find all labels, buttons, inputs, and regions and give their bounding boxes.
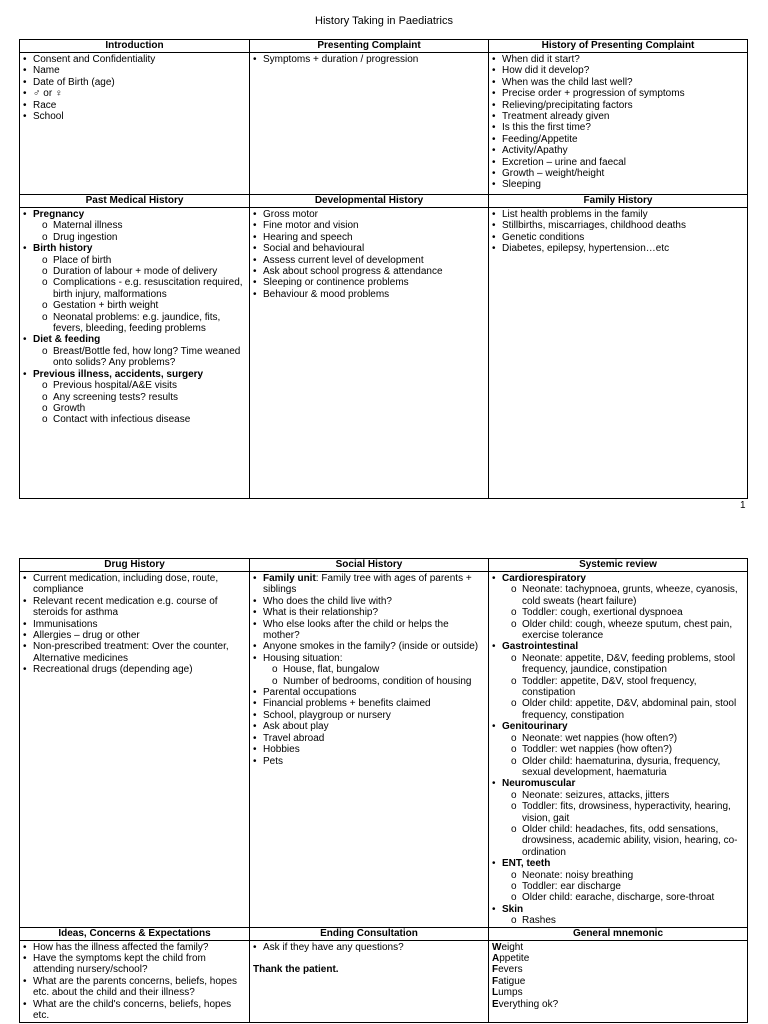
list-item: • How did it develop? <box>492 65 744 76</box>
drug-history-heading: Drug History <box>20 559 250 572</box>
mnemonic-word-rest: atigue <box>498 975 526 987</box>
mnemonic-word-rest: umps <box>498 987 523 999</box>
sub-list-item: o Toddler: fits, drowsiness, hyperactivity, hearing, vision, gait <box>502 801 744 824</box>
list-item: o House, flat, bungalow <box>263 664 485 675</box>
group-heading: Gastrointestinal <box>502 641 579 653</box>
list-item: • Excretion – urine and faecal <box>492 157 744 168</box>
group-heading: Skin <box>502 903 524 915</box>
ending-consultation-heading: Ending Consultation <box>250 927 489 940</box>
list-item: • Feeding/Appetite <box>492 134 744 145</box>
list-item: o Number of bedrooms, condition of housing <box>263 676 485 687</box>
sub-list-item: o Older child: appetite, D&V, abdominal pain, stool frequency, constipation <box>502 698 744 721</box>
list-item: • Activity/Apathy <box>492 145 744 156</box>
list-item: • Diabetes, epilepsy, hypertension…etc <box>492 243 744 254</box>
systemic-review-heading: Systemic review <box>489 559 748 572</box>
group-item <box>23 334 246 368</box>
list-item: • Allergies – drug or other <box>23 630 246 641</box>
list-item: • Hobbies <box>253 744 485 755</box>
list-item: • Relevant recent medication e.g. course of steroids for asthma <box>23 596 246 619</box>
list-item: • Fine motor and vision <box>253 220 485 231</box>
sub-list-item: o Any screening tests? results <box>33 392 246 403</box>
mnemonic-line <box>492 976 744 987</box>
list-item: • Ask about play <box>253 721 485 732</box>
mnemonic-letter: A <box>492 953 500 964</box>
group-item <box>492 721 744 778</box>
history-table-page-2 <box>19 558 748 1023</box>
family-unit-label: Family unit <box>263 573 316 584</box>
list-item: • School, playgroup or nursery <box>253 710 485 721</box>
list-item: • Genetic conditions <box>492 232 744 243</box>
list-item: • Who else looks after the child or helps the mother? <box>253 619 485 642</box>
introduction-cell <box>20 53 250 195</box>
list-item: • Ask if they have any questions? <box>253 942 485 953</box>
family-unit-text: : Family tree with ages of parents + siblings <box>263 573 472 596</box>
group-heading: Neuromuscular <box>502 778 576 790</box>
group-heading: ENT, teeth <box>502 858 551 870</box>
list-item: • When was the child last well? <box>492 77 744 88</box>
list-item: • Race <box>23 100 246 111</box>
hpc-cell <box>489 53 748 195</box>
group-item <box>492 573 744 641</box>
list-item: • Social and behavioural <box>253 243 485 254</box>
mnemonic-line <box>492 999 744 1010</box>
sub-list-item: o Older child: headaches, fits, odd sensations, drowsiness, academic ability, vision, hearing, co-ordination <box>502 824 744 858</box>
group-item <box>492 641 744 721</box>
mnemonic-word-rest: evers <box>498 964 523 976</box>
list-item: • Anyone smokes in the family? (inside or outside) <box>253 641 485 652</box>
housing-label: Housing situation: <box>263 652 343 664</box>
list-item: • Is this the first time? <box>492 122 744 133</box>
list-item: • Recreational drugs (depending age) <box>23 664 246 675</box>
list-item: • Treatment already given <box>492 111 744 122</box>
mnemonic-line <box>492 987 744 998</box>
list-item: • Have the symptoms kept the child from attending nursery/school? <box>23 953 246 976</box>
sub-list-item: o Maternal illness <box>33 220 246 231</box>
sub-list <box>33 255 246 335</box>
ending-consultation-cell <box>250 940 489 1022</box>
group-item <box>23 243 246 334</box>
list-item: • Immunisations <box>23 619 246 630</box>
past-medical-history-heading: Past Medical History <box>20 195 250 208</box>
sub-list <box>33 346 246 369</box>
list-item: • List health problems in the family <box>492 209 744 220</box>
social-history-cell <box>250 572 489 928</box>
mnemonic-letter: F <box>492 964 499 976</box>
group-heading: Previous illness, accidents, surgery <box>33 368 204 380</box>
page-title: History Taking in Paediatrics <box>315 15 453 27</box>
introduction-heading: Introduction <box>20 40 250 53</box>
list-item: • Sleeping or continence problems <box>253 277 485 288</box>
list-item: • School <box>23 111 246 122</box>
list-item: • Who does the child live with? <box>253 596 485 607</box>
list-item: • Stillbirths, miscarriages, childhood deaths <box>492 220 744 231</box>
mnemonic-letter: L <box>492 987 499 999</box>
list-item: • Financial problems + benefits claimed <box>253 698 485 709</box>
mnemonic-word-rest: ppetite <box>499 953 530 964</box>
list-item: • Current medication, including dose, route, compliance <box>23 573 246 596</box>
developmental-history-cell <box>250 208 489 499</box>
sub-list-item: o Rashes <box>502 915 744 926</box>
list-item: • When did it start? <box>492 54 744 65</box>
mnemonic-letter: F <box>492 975 499 987</box>
sub-list-item: o Toddler: ear discharge <box>502 881 744 892</box>
general-mnemonic-heading: General mnemonic <box>489 927 748 940</box>
list-item: • How has the illness affected the family? <box>23 942 246 953</box>
systemic-review-cell <box>489 572 748 928</box>
ice-cell <box>20 940 250 1022</box>
mnemonic-letter: E <box>492 998 499 1010</box>
sub-list <box>502 584 744 641</box>
history-table-page-1 <box>19 39 748 499</box>
list-item: • What are the parents concerns, beliefs, hopes etc. about the child and their illness? <box>23 976 246 999</box>
sub-list-item: o Neonate: wet nappies (how often?) <box>502 733 744 744</box>
developmental-history-heading: Developmental History <box>250 195 489 208</box>
general-mnemonic-cell <box>489 940 748 1022</box>
list-item: • Gross motor <box>253 209 485 220</box>
list-item: • Hearing and speech <box>253 232 485 243</box>
mnemonic-word-rest: eight <box>501 941 524 953</box>
list-item: • ♂ or ♀ <box>23 88 246 99</box>
sub-list <box>33 220 246 243</box>
sub-list <box>33 380 246 426</box>
list-item: • Ask about school progress & attendance <box>253 266 485 277</box>
sub-list-item: o Neonate: tachypnoea, grunts, wheeze, cyanosis, cold sweats (heart failure) <box>502 584 744 607</box>
thank-patient-text: Thank the patient. <box>253 964 339 975</box>
sub-list <box>502 870 744 904</box>
family-history-cell <box>489 208 748 499</box>
list-item: • Name <box>23 65 246 76</box>
ice-heading: Ideas, Concerns & Expectations <box>20 927 250 940</box>
list-item: • Assess current level of development <box>253 255 485 266</box>
group-heading: Birth history <box>33 243 93 255</box>
group-item <box>23 369 246 426</box>
sub-list-item: o Duration of labour + mode of delivery <box>33 266 246 277</box>
sub-list <box>502 733 744 779</box>
list-item: • Precise order + progression of symptoms <box>492 88 744 99</box>
sub-list-item: o Toddler: appetite, D&V, stool frequency, constipation <box>502 676 744 699</box>
presenting-complaint-cell <box>250 53 489 195</box>
sub-list-item: o Gestation + birth weight <box>33 300 246 311</box>
mnemonic-letter: W <box>492 941 502 953</box>
drug-history-cell <box>20 572 250 928</box>
sub-list-item: o Neonatal problems: e.g. jaundice, fits, fevers, bleeding, feeding problems <box>33 312 246 335</box>
list-item: • Behaviour & mood problems <box>253 289 485 300</box>
sub-list <box>502 653 744 721</box>
sub-list-item: o Contact with infectious disease <box>33 414 246 425</box>
group-heading: Genitourinary <box>502 721 568 733</box>
list-item <box>253 653 485 687</box>
list-item: • Relieving/precipitating factors <box>492 100 744 111</box>
past-medical-history-cell <box>20 208 250 499</box>
list-item: • Consent and Confidentiality <box>23 54 246 65</box>
list-item: • Parental occupations <box>253 687 485 698</box>
sub-list <box>502 915 744 926</box>
sub-list-item: o Neonate: appetite, D&V, feeding problems, stool frequency, jaundice, constipation <box>502 653 744 676</box>
group-item <box>492 778 744 858</box>
list-item: • Non-prescribed treatment: Over the counter, Alternative medicines <box>23 641 246 664</box>
sub-list <box>502 790 744 858</box>
mnemonic-word-rest: verything ok? <box>498 998 559 1010</box>
mnemonic-line <box>492 942 744 953</box>
group-item <box>492 858 744 904</box>
sub-list-item: o Toddler: wet nappies (how often?) <box>502 744 744 755</box>
list-item <box>253 573 485 596</box>
sub-list-item: o Previous hospital/A&E visits <box>33 380 246 391</box>
sub-list-item: o Older child: earache, discharge, sore-throat <box>502 892 744 903</box>
mnemonic-line <box>492 953 744 964</box>
list-item: • Travel abroad <box>253 733 485 744</box>
sub-list-item: o Older child: haematurina, dysuria, frequency, sexual development, haematuria <box>502 756 744 779</box>
sub-list-item: o Older child: cough, wheeze sputum, chest pain, exercise tolerance <box>502 619 744 642</box>
list-item: • Sleeping <box>492 179 744 190</box>
family-history-heading: Family History <box>489 195 748 208</box>
sub-list-item: o Breast/Bottle fed, how long? Time weaned onto solids? Any problems? <box>33 346 246 369</box>
sub-list-item: o Complications - e.g. resuscitation required, birth injury, malformations <box>33 277 246 300</box>
group-item <box>23 209 246 243</box>
presenting-complaint-heading: Presenting Complaint <box>250 40 489 53</box>
sub-list-item: o Drug ingestion <box>33 232 246 243</box>
group-item <box>492 904 744 927</box>
social-history-heading: Social History <box>250 559 489 572</box>
group-heading: Cardiorespiratory <box>502 573 586 584</box>
list-item: • What are the child's concerns, beliefs, hopes etc. <box>23 999 246 1022</box>
group-heading: Diet & feeding <box>33 334 101 346</box>
list-item: • What is their relationship? <box>253 607 485 618</box>
list-item: • Symptoms + duration / progression <box>253 54 485 65</box>
sub-list-item: o Toddler: cough, exertional dyspnoea <box>502 607 744 618</box>
page-number: 1 <box>740 500 746 511</box>
list-item: • Date of Birth (age) <box>23 77 246 88</box>
hpc-heading: History of Presenting Complaint <box>489 40 748 53</box>
sub-list-item: o Neonate: seizures, attacks, jitters <box>502 790 744 801</box>
group-heading: Pregnancy <box>33 209 85 220</box>
list-item: • Pets <box>253 756 485 767</box>
sub-list-item: o Growth <box>33 403 246 414</box>
sub-list-item: o Neonate: noisy breathing <box>502 870 744 881</box>
sub-list-item: o Place of birth <box>33 255 246 266</box>
list-item: • Growth – weight/height <box>492 168 744 179</box>
mnemonic-line <box>492 964 744 975</box>
